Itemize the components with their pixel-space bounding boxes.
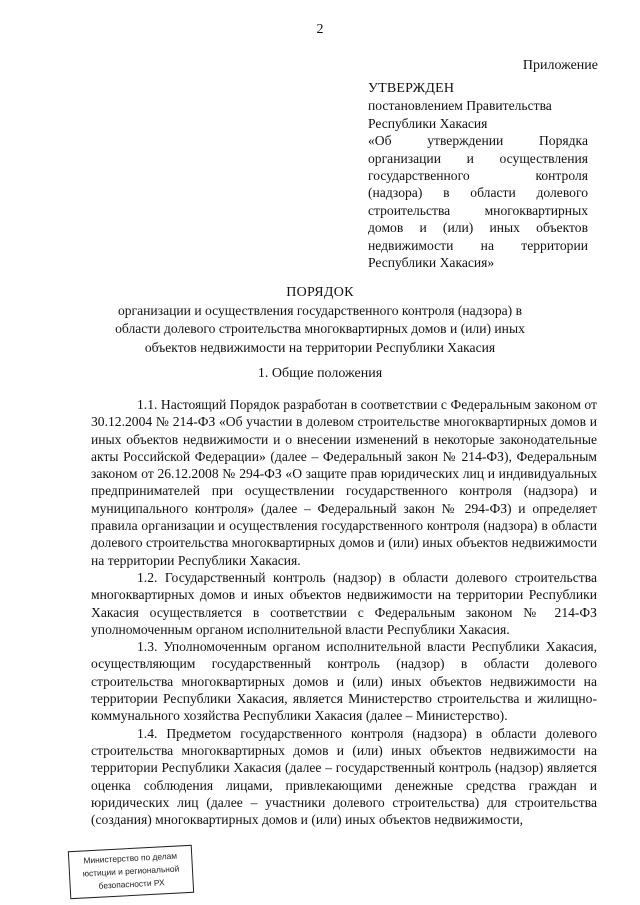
approval-line: (надзора) в области долевого bbox=[368, 185, 588, 201]
approval-line: строительства многоквартирных bbox=[368, 202, 588, 218]
approval-block bbox=[368, 80, 588, 271]
page-number: 2 bbox=[316, 22, 324, 37]
stamp-line: безопасности РХ bbox=[98, 877, 165, 891]
approval-line: организации и осуществления bbox=[368, 150, 588, 166]
approval-line: Республики Хакасия» bbox=[368, 255, 495, 271]
stamp-line: юстиции и региональной bbox=[82, 863, 180, 879]
approval-line: «Об утверждении Порядка bbox=[368, 133, 588, 149]
stamp-line: Министерство по делам bbox=[83, 850, 178, 866]
document-title: ПОРЯДОК bbox=[286, 285, 354, 300]
approval-line: государственного контроля bbox=[368, 168, 588, 184]
approval-line: недвижимости на территории bbox=[368, 237, 588, 253]
paragraph-1-3: 1.3. Уполномоченным органом исполнительной власти Республики Хакасия, осуществляющим государственный контроль (надзор) в области долевого строительства многоквартирных домов и (или) иных объектов недвижимости на территории Республики Хакасия, является Министерство строительства и жилищно-коммунального хозяйства Республики Хакасия (далее – Министерство). bbox=[91, 639, 597, 724]
section-heading: 1. Общие положения bbox=[257, 366, 383, 381]
approval-heading: УТВЕРЖДЕН bbox=[368, 81, 455, 96]
approval-line: Республики Хакасия bbox=[368, 115, 488, 131]
approval-line: домов и (или) иных объектов bbox=[368, 220, 588, 236]
document-body bbox=[91, 396, 597, 828]
appendix-label: Приложение bbox=[522, 58, 598, 73]
paragraph-1-2: 1.2. Государственный контроль (надзор) в области долевого строительства многоквартирных домов и иных объектов недвижимости на территории Республики Хакасия осуществляется в соответствии с Федеральным законом № 214-ФЗ уполномоченным органом исполнительной власти Республики Хакасия. bbox=[91, 569, 597, 637]
approval-line: постановлением Правительства bbox=[368, 98, 552, 114]
document-subtitle: организации и осуществления государственного контроля (надзора) в области долевого строительства многоквартирных домов и (или) иных объектов недвижимости на территории Республики Хакасия bbox=[115, 303, 525, 355]
paragraph-1-4: 1.4. Предметом государственного контроля (надзора) в области долевого строительства многоквартирных домов и (или) иных объектов недвижимости на территории Республики Хакасия (далее – государственный контроль (надзор) является оценка соблюдения лицами, привлекающими денежные средства граждан и юридических лиц (далее – участники долевого строительства) для строительства (создания) многоквартирных домов и (или) иных объектов недвижимости, bbox=[91, 725, 597, 828]
registration-stamp bbox=[68, 845, 194, 899]
paragraph-1-1: 1.1. Настоящий Порядок разработан в соответствии с Федеральным законом от 30.12.2004 № 214-ФЗ «Об участии в долевом строительстве многоквартирных домов и иных объектов недвижимости и о внесении изменений в некоторые законодательные акты Российской Федерации» (далее – Федеральный закон № 214-ФЗ), Федеральным законом от 26.12.2008 № 294-ФЗ «О защите прав юридических лиц и индивидуальных предпринимателей при осуществлении государственного контроля (надзора) и муниципального контроля» (далее – Федеральный закон № 294-ФЗ) и определяет правила организации и осуществления государственного контроля (надзора) в области долевого строительства многоквартирных домов и (или) иных объектов недвижимости на территории Республики Хакасия. bbox=[91, 397, 597, 568]
